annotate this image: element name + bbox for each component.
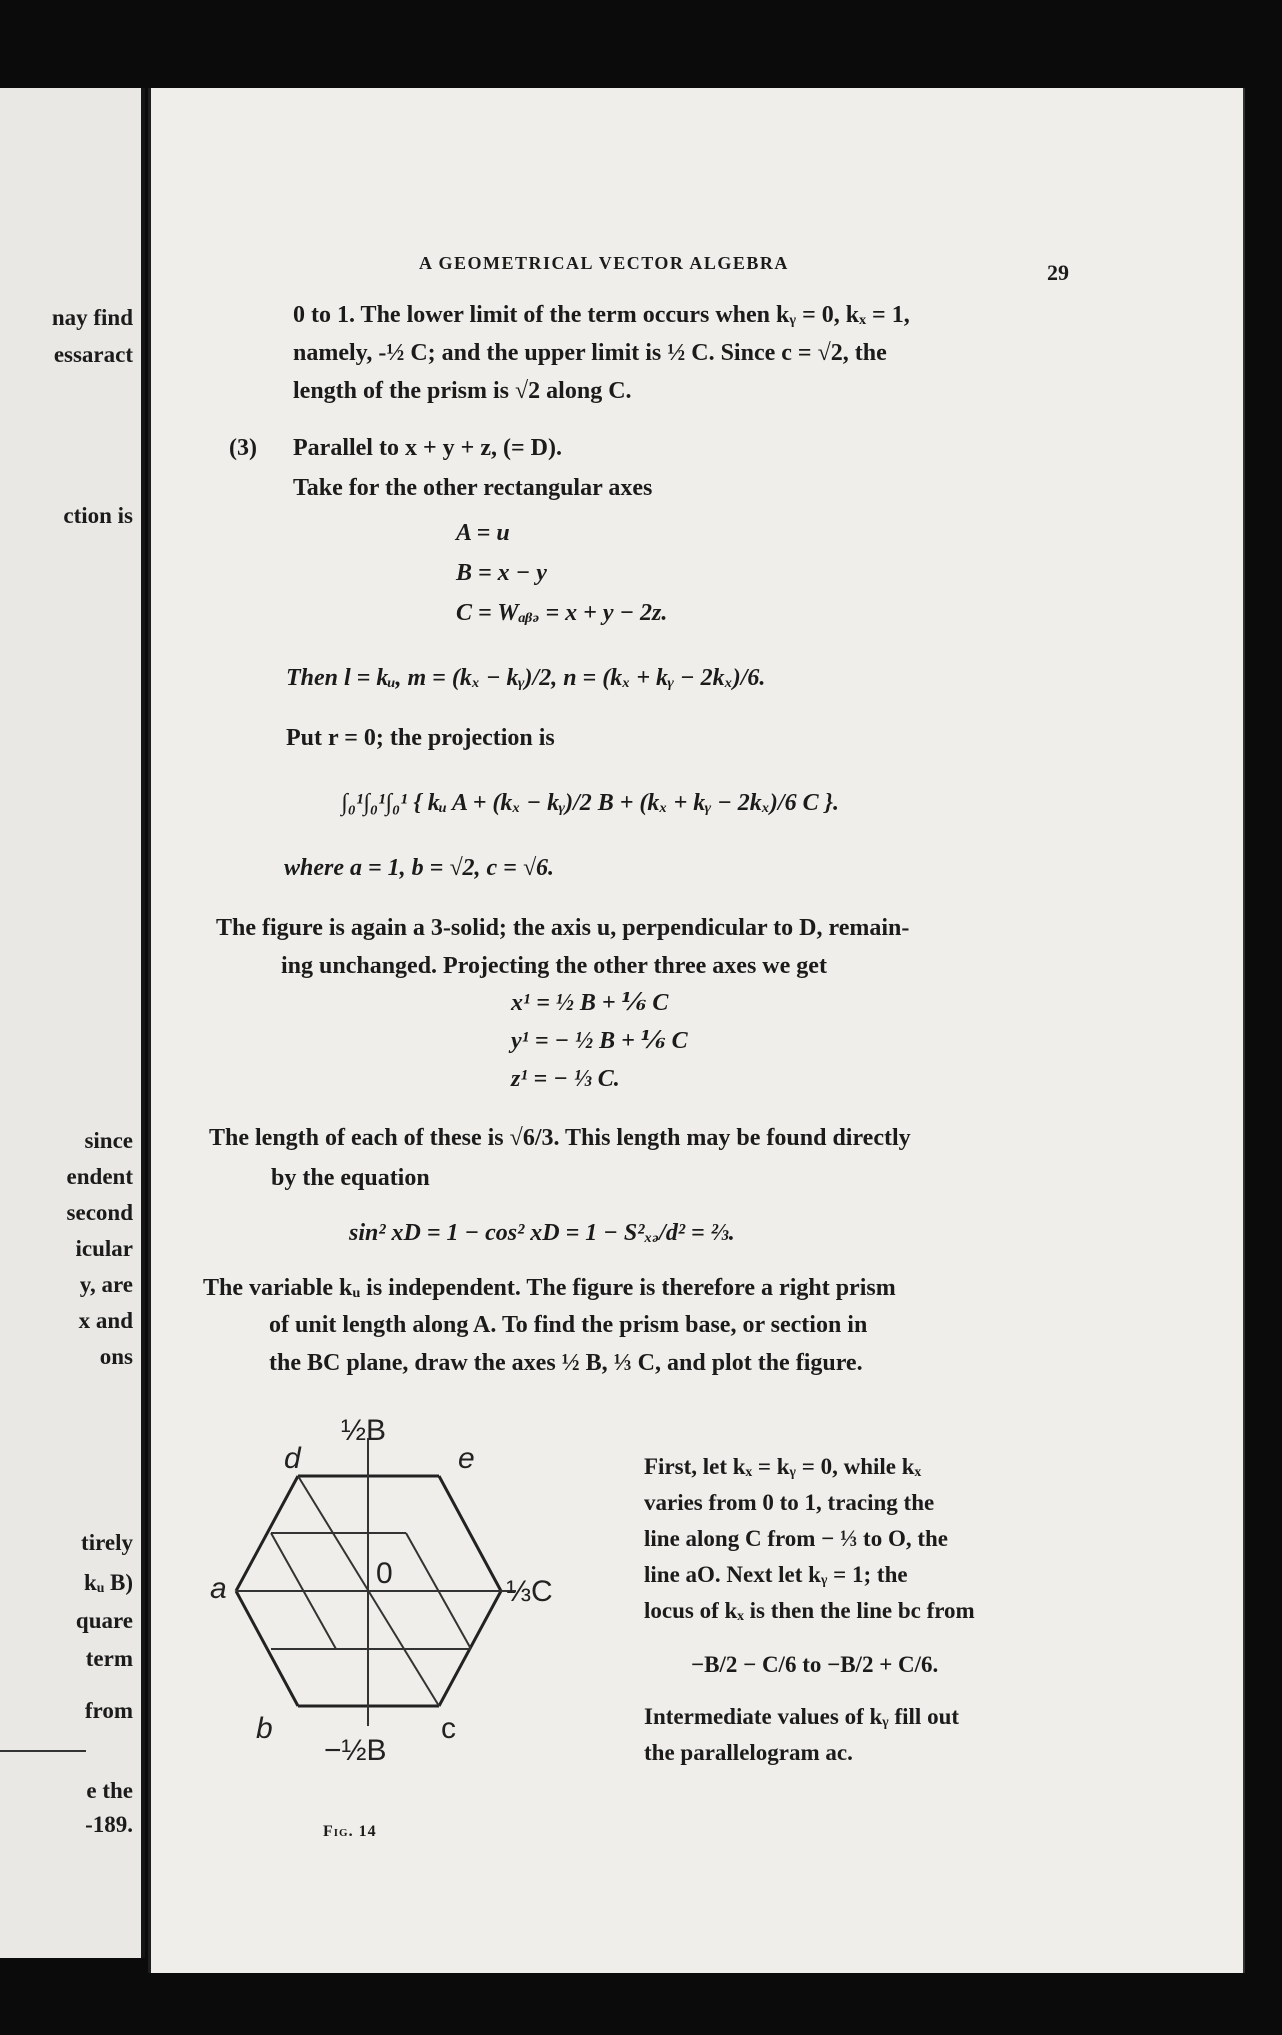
side-text-line: First, let kₓ = kᵧ = 0, while kₓ — [644, 1454, 922, 1479]
paragraph-line: the BC plane, draw the axes ½ B, ⅓ C, and plot the figure. — [269, 1350, 863, 1376]
then-equation: Then l = kᵤ, m = (kₓ − kᵧ)/2, n = (kₓ + kᵧ − 2kₓ)/6. — [286, 665, 766, 691]
left-page-fragment: second — [66, 1200, 133, 1225]
left-page-fragment: icular — [75, 1236, 133, 1261]
body-line: 0 to 1. The lower limit of the term occurs when kᵧ = 0, kₓ = 1, — [293, 302, 910, 328]
label-e: e — [458, 1442, 475, 1475]
left-page-fragment: since — [84, 1128, 133, 1153]
label-third-c: ⅓C — [506, 1575, 553, 1608]
projected-axis-equation: z¹ = − ⅓ C. — [511, 1066, 620, 1092]
side-text-line: Intermediate values of kᵧ fill out — [644, 1704, 960, 1729]
side-text-line: −B/2 − C/6 to −B/2 + C/6. — [691, 1652, 939, 1677]
body-line: length of the prism is √2 along C. — [293, 378, 632, 404]
projection-equation: ∫₀¹∫₀¹∫₀¹ { kᵤ A + (kₓ − kᵧ)/2 B + (kₓ + kᵧ − 2kₓ)/6 C }. — [341, 790, 839, 816]
side-text-line: varies from 0 to 1, tracing the — [644, 1490, 935, 1515]
axis-equation: C = Wₐᵦₔ = x + y − 2z. — [456, 600, 668, 626]
axis-equation: A = u — [456, 520, 510, 546]
left-page-fragment: endent — [66, 1164, 133, 1189]
left-page-fragment: e the — [86, 1778, 133, 1803]
body-line: namely, -½ C; and the upper limit is ½ C. Since c = √2, the — [293, 340, 887, 366]
item-title: Parallel to x + y + z, (= D). — [293, 435, 562, 461]
label-a: a — [210, 1572, 227, 1605]
left-page-fragment: nay find — [51, 305, 133, 330]
label-minus-half-b: −½B — [324, 1734, 387, 1767]
book-page — [148, 88, 1245, 1973]
put-line: Put r = 0; the projection is — [286, 725, 555, 751]
projected-axis-equation: x¹ = ½ B + ⅙ C — [511, 990, 669, 1016]
sine-equation: sin² xD = 1 − cos² xD = 1 − S²ₓₔ/d² = ⅔. — [349, 1220, 735, 1246]
page-number: 29 — [1047, 260, 1069, 285]
left-page-fragment: essaract — [53, 342, 133, 367]
left-page-fragment: -189. — [85, 1812, 133, 1837]
label-half-b: ½B — [341, 1414, 387, 1447]
left-page-fragment: y, are — [79, 1272, 133, 1297]
side-text-line: line aO. Next let kᵧ = 1; the — [644, 1562, 908, 1587]
left-page-fragment: kᵤ B) — [83, 1570, 133, 1595]
projected-axis-equation: y¹ = − ½ B + ⅙ C — [511, 1028, 688, 1054]
item-intro: Take for the other rectangular axes — [293, 475, 653, 501]
hexagon-figure — [210, 1408, 626, 1768]
footnote-rule — [0, 1750, 86, 1752]
side-text-line: locus of kₓ is then the line bc from — [644, 1598, 975, 1623]
figure-caption: Fig. 14 — [323, 1823, 377, 1840]
left-page-fragment: x and — [78, 1308, 133, 1333]
label-origin: 0 — [376, 1557, 393, 1590]
where-line: where a = 1, b = √2, c = √6. — [284, 855, 555, 881]
side-text-line: line along C from − ⅓ to O, the — [644, 1526, 948, 1551]
axis-equation: B = x − y — [456, 560, 547, 586]
paragraph-line: The length of each of these is √6/3. This length may be found directly — [209, 1125, 911, 1151]
left-page-edge — [0, 88, 145, 1958]
label-c: c — [441, 1712, 456, 1745]
side-text-line: the parallelogram ac. — [644, 1740, 853, 1765]
figure-line — [439, 1476, 501, 1591]
paragraph-line: The figure is again a 3-solid; the axis u, perpendicular to D, remain- — [216, 915, 910, 941]
label-d: d — [284, 1442, 301, 1475]
left-page-fragment: ction is — [63, 503, 133, 528]
left-page-fragment: tirely — [81, 1530, 133, 1555]
left-page-fragment: ons — [99, 1344, 133, 1369]
left-page-fragment: from — [84, 1698, 133, 1723]
paragraph-line: of unit length along A. To find the prism base, or section in — [269, 1312, 868, 1338]
label-b: b — [256, 1712, 273, 1745]
paragraph-line: by the equation — [271, 1165, 430, 1191]
item-number: (3) — [229, 435, 257, 461]
left-page-fragment: term — [85, 1646, 133, 1671]
running-header: A GEOMETRICAL VECTOR ALGEBRA — [419, 253, 789, 273]
left-page-fragment: quare — [75, 1608, 133, 1633]
paragraph-line: ing unchanged. Projecting the other three axes we get — [281, 953, 827, 979]
paragraph-line: The variable kᵤ is independent. The figure is therefore a right prism — [203, 1275, 896, 1301]
